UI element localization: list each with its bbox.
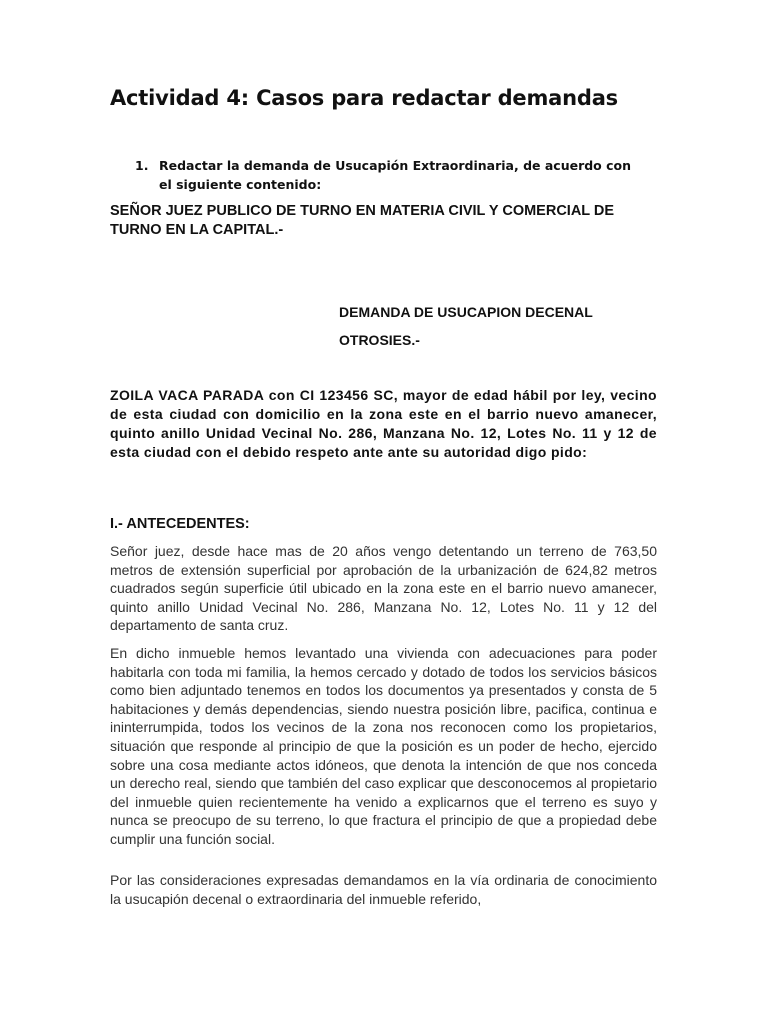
page-title: Actividad 4: Casos para redactar demandas [110, 86, 618, 110]
otrosies-heading: OTROSIES.- [339, 332, 420, 348]
body-paragraph: Señor juez, desde hace mas de 20 años vengo detentando un terreno de 763,50 metros de extensión superficial por aprobación de la urbanización de 624,82 metros cuadrados según superficie útil ubicado en la zona este en el barrio nuevo amanecer, quinto anillo Unidad Vecinal No. 286, Manzana No. 12, Lotes No. 11 y 12 del departamento de santa cruz. [110, 543, 657, 634]
body-paragraph: Por las consideraciones expresadas demandamos en la vía ordinaria de conocimiento la usucapión decenal o extraordinaria del inmueble referido, [110, 872, 657, 907]
instruction-text: Redactar la demanda de Usucapión Extraordinaria, de acuerdo con el siguiente contenido: [159, 158, 632, 192]
instruction-item [135, 156, 635, 194]
instruction-number: 1. [135, 158, 149, 173]
addressee-heading: SEÑOR JUEZ PUBLICO DE TURNO EN MATERIA CIVIL Y COMERCIAL DE TURNO EN LA CAPITAL.- [110, 203, 615, 238]
body-paragraph: En dicho inmueble hemos levantado una vivienda con adecuaciones para poder habitarla con toda mi familia, la hemos cercado y dotado de todos los servicios básicos como bien adjuntado tenemos en todos los documentos ya presentados y consta de 5 habitaciones y demás dependencias, siendo nuestra posición libre, pacifica, continua e ininterrumpida, todos los vecinos de la zona nos reconocen como los propietarios, situación que responde al principio de que la posición es un poder de hecho, ejercido sobre una cosa mediante actos idóneos, que denota la intención de que nos conceda un derecho real, siendo que también del caso explicar que desconocemos al propietario del inmueble quien recientemente ha venido a explicarnos que el terreno es suyo y nunca se preocupo de su terreno, lo que fractura el principio de que a propiedad debe cumplir una función social. [110, 645, 657, 847]
section-heading-antecedentes: I.- ANTECEDENTES: [110, 516, 250, 532]
lawsuit-type-heading: DEMANDA DE USUCAPION DECENAL [339, 304, 593, 320]
petitioner-paragraph: ZOILA VACA PARADA con CI 123456 SC, mayor de edad hábil por ley, vecino de esta ciudad con domicilio en la zona este en el barrio nuevo amanecer, quinto anillo Unidad Vecinal No. 286, Manzana No. 12, Lotes No. 11 y 12 de esta ciudad con el debido respeto ante ante su autoridad digo pido: [110, 387, 657, 460]
